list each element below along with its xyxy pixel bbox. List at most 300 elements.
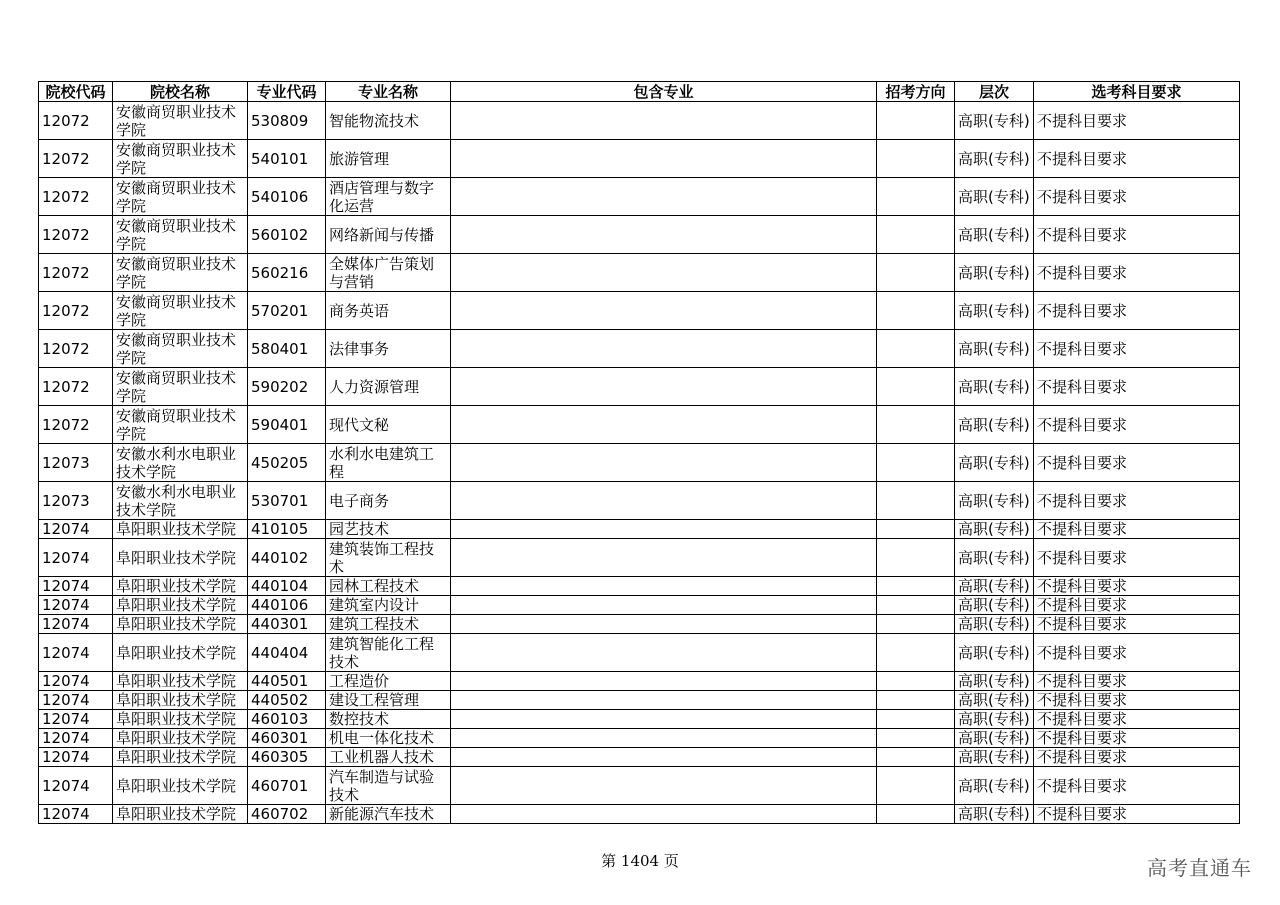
cell-included-majors (451, 254, 877, 292)
cell-school-name-text: 阜阳职业技术学院 (116, 710, 237, 728)
cell-major-code-text: 460305 (251, 748, 309, 766)
table-row (39, 330, 1240, 368)
cell-school-code-text: 12074 (42, 729, 90, 747)
cell-level-text: 高职(专科) (958, 729, 1030, 747)
header-major-code: 专业代码 (248, 82, 326, 102)
cell-level-text: 高职(专科) (958, 301, 1030, 320)
cell-major-code-text: 440102 (251, 548, 309, 567)
cell-school-code-text: 12073 (42, 453, 90, 472)
cell-major-name (326, 368, 451, 406)
cell-level-text: 高职(专科) (958, 577, 1030, 595)
cell-school-name-text: 安徽商贸职业技术学院 (116, 178, 237, 215)
cell-level-text: 高职(专科) (958, 415, 1030, 434)
cell-level-text: 高职(专科) (958, 225, 1030, 244)
cell-subject-requirement-text: 不提科目要求 (1037, 377, 1128, 396)
table-row (39, 368, 1240, 406)
cell-major-name (326, 767, 451, 805)
cell-included-majors-text (454, 748, 873, 766)
cell-major-name (326, 102, 451, 140)
cell-school-name (113, 482, 248, 520)
cell-major-name (326, 178, 451, 216)
cell-school-code-text: 12074 (42, 672, 90, 690)
page-number: 第 1404 页 (601, 852, 679, 870)
cell-major-name-text: 机电一体化技术 (329, 729, 435, 747)
cell-included-majors (451, 102, 877, 140)
cell-level-text: 高职(专科) (958, 672, 1030, 690)
cell-school-name (113, 330, 248, 368)
cell-included-majors-text (454, 729, 873, 747)
cell-major-name-text: 建筑室内设计 (329, 596, 420, 614)
cell-included-majors (451, 748, 877, 767)
cell-subject-requirement (1034, 254, 1240, 292)
cell-included-majors-text (454, 805, 873, 823)
cell-major-code-text: 590401 (251, 415, 309, 434)
cell-school-name (113, 292, 248, 330)
cell-included-majors (451, 178, 877, 216)
header-direction: 招考方向 (877, 82, 955, 102)
cell-school-name (113, 577, 248, 596)
cell-school-code-text: 12074 (42, 776, 90, 795)
cell-school-code (39, 729, 113, 748)
cell-direction-text (880, 615, 951, 633)
admissions-table (38, 81, 1240, 824)
cell-subject-requirement-text: 不提科目要求 (1037, 596, 1128, 614)
cell-subject-requirement (1034, 596, 1240, 615)
cell-major-name-text: 建筑智能化工程技术 (329, 634, 435, 671)
table-row (39, 615, 1240, 634)
cell-level (955, 615, 1034, 634)
cell-school-name (113, 805, 248, 824)
cell-level (955, 140, 1034, 178)
cell-direction (877, 710, 955, 729)
cell-subject-requirement (1034, 729, 1240, 748)
cell-major-code (248, 140, 326, 178)
cell-included-majors-text (454, 615, 873, 633)
cell-major-code (248, 292, 326, 330)
cell-included-majors (451, 520, 877, 539)
cell-major-name-text: 园艺技术 (329, 520, 390, 538)
table-row (39, 520, 1240, 539)
cell-major-code (248, 520, 326, 539)
cell-major-name (326, 729, 451, 748)
cell-subject-requirement (1034, 216, 1240, 254)
cell-included-majors (451, 672, 877, 691)
table-row (39, 254, 1240, 292)
header-school-name: 院校名称 (113, 82, 248, 102)
cell-major-code-text: 410105 (251, 520, 309, 538)
cell-level (955, 767, 1034, 805)
cell-direction (877, 672, 955, 691)
cell-major-code (248, 216, 326, 254)
cell-major-code-text: 440404 (251, 643, 309, 662)
cell-subject-requirement (1034, 520, 1240, 539)
cell-school-name-text: 阜阳职业技术学院 (116, 776, 237, 795)
cell-major-code (248, 805, 326, 824)
cell-school-name-text: 安徽水利水电职业技术学院 (116, 482, 237, 519)
cell-school-name (113, 140, 248, 178)
cell-school-name (113, 520, 248, 539)
cell-level-text: 高职(专科) (958, 710, 1030, 728)
cell-major-name (326, 805, 451, 824)
cell-direction (877, 539, 955, 577)
cell-school-name (113, 634, 248, 672)
cell-level (955, 178, 1034, 216)
cell-school-name-text: 安徽商贸职业技术学院 (116, 406, 237, 443)
table-row (39, 292, 1240, 330)
cell-school-code (39, 634, 113, 672)
cell-subject-requirement-text: 不提科目要求 (1037, 805, 1128, 823)
cell-major-code-text: 460702 (251, 805, 309, 823)
cell-school-code-text: 12072 (42, 415, 90, 434)
cell-school-name-text: 阜阳职业技术学院 (116, 805, 237, 823)
cell-major-name (326, 216, 451, 254)
cell-major-name (326, 292, 451, 330)
cell-included-majors (451, 577, 877, 596)
cell-subject-requirement-text: 不提科目要求 (1037, 776, 1128, 795)
cell-level-text: 高职(专科) (958, 615, 1030, 633)
cell-direction-text (880, 710, 951, 728)
cell-major-code (248, 729, 326, 748)
cell-major-name-text: 全媒体广告策划与营销 (329, 254, 435, 291)
cell-school-name (113, 102, 248, 140)
cell-level-text: 高职(专科) (958, 111, 1030, 130)
cell-level-text: 高职(专科) (958, 187, 1030, 206)
cell-major-code (248, 710, 326, 729)
cell-school-code-text: 12074 (42, 691, 90, 709)
cell-direction (877, 368, 955, 406)
cell-direction-text (880, 748, 951, 766)
cell-major-name-text: 人力资源管理 (329, 377, 420, 396)
cell-included-majors (451, 406, 877, 444)
cell-direction (877, 102, 955, 140)
cell-major-code-text: 450205 (251, 453, 309, 472)
cell-school-code (39, 577, 113, 596)
cell-subject-requirement-text: 不提科目要求 (1037, 263, 1128, 282)
cell-major-name-text: 建设工程管理 (329, 691, 420, 709)
cell-major-name-text: 现代文秘 (329, 415, 390, 434)
cell-subject-requirement-text: 不提科目要求 (1037, 577, 1128, 595)
cell-school-name (113, 216, 248, 254)
cell-subject-requirement (1034, 102, 1240, 140)
table-row (39, 634, 1240, 672)
cell-level (955, 748, 1034, 767)
cell-subject-requirement (1034, 539, 1240, 577)
cell-level (955, 729, 1034, 748)
cell-subject-requirement-text: 不提科目要求 (1037, 672, 1128, 690)
cell-school-code-text: 12074 (42, 520, 90, 538)
table-row (39, 672, 1240, 691)
cell-school-code-text: 12074 (42, 643, 90, 662)
cell-direction-text (880, 577, 951, 595)
cell-school-code-text: 12072 (42, 149, 90, 168)
cell-included-majors (451, 292, 877, 330)
cell-school-code-text: 12072 (42, 263, 90, 282)
cell-direction (877, 577, 955, 596)
cell-school-name (113, 406, 248, 444)
table-row (39, 406, 1240, 444)
cell-major-code (248, 444, 326, 482)
cell-subject-requirement (1034, 140, 1240, 178)
cell-school-name (113, 539, 248, 577)
cell-subject-requirement (1034, 292, 1240, 330)
cell-major-name (326, 482, 451, 520)
cell-school-name (113, 729, 248, 748)
cell-level-text: 高职(专科) (958, 149, 1030, 168)
cell-school-name-text: 阜阳职业技术学院 (116, 615, 237, 633)
cell-major-code-text: 460301 (251, 729, 309, 747)
cell-major-code (248, 254, 326, 292)
cell-subject-requirement (1034, 767, 1240, 805)
table-row (39, 729, 1240, 748)
header-row (39, 82, 1240, 102)
cell-school-name-text: 安徽商贸职业技术学院 (116, 254, 237, 291)
cell-school-code-text: 12074 (42, 710, 90, 728)
cell-school-code (39, 596, 113, 615)
cell-subject-requirement (1034, 406, 1240, 444)
cell-included-majors (451, 691, 877, 710)
table-row (39, 539, 1240, 577)
header-included-majors: 包含专业 (451, 82, 877, 102)
cell-subject-requirement (1034, 672, 1240, 691)
cell-direction (877, 767, 955, 805)
cell-school-name-text: 阜阳职业技术学院 (116, 672, 237, 690)
cell-level-text: 高职(专科) (958, 548, 1030, 567)
cell-subject-requirement-text: 不提科目要求 (1037, 149, 1128, 168)
cell-level (955, 691, 1034, 710)
cell-major-name-text: 网络新闻与传播 (329, 225, 435, 244)
cell-level (955, 330, 1034, 368)
cell-major-code-text: 530701 (251, 491, 309, 510)
cell-school-name (113, 767, 248, 805)
cell-subject-requirement-text: 不提科目要求 (1037, 187, 1128, 206)
cell-direction-text (880, 805, 951, 823)
cell-level-text: 高职(专科) (958, 643, 1030, 662)
cell-level-text: 高职(专科) (958, 520, 1030, 538)
cell-major-code (248, 482, 326, 520)
cell-school-name (113, 691, 248, 710)
cell-major-code (248, 691, 326, 710)
cell-school-code-text: 12072 (42, 111, 90, 130)
cell-level (955, 710, 1034, 729)
cell-school-code (39, 520, 113, 539)
cell-major-code-text: 570201 (251, 301, 309, 320)
cell-school-code-text: 12072 (42, 187, 90, 206)
cell-subject-requirement-text: 不提科目要求 (1037, 415, 1128, 434)
cell-major-code-text: 590202 (251, 377, 309, 396)
cell-direction-text (880, 691, 951, 709)
cell-direction (877, 406, 955, 444)
cell-major-code-text: 460103 (251, 710, 309, 728)
cell-major-code-text: 530809 (251, 111, 309, 130)
table-row (39, 767, 1240, 805)
cell-school-code (39, 140, 113, 178)
cell-subject-requirement-text: 不提科目要求 (1037, 729, 1128, 747)
cell-direction (877, 691, 955, 710)
cell-major-name (326, 444, 451, 482)
cell-school-name-text: 阜阳职业技术学院 (116, 643, 237, 662)
cell-subject-requirement-text: 不提科目要求 (1037, 710, 1128, 728)
cell-subject-requirement-text: 不提科目要求 (1037, 615, 1128, 633)
cell-major-name-text: 电子商务 (329, 491, 390, 510)
cell-major-code (248, 672, 326, 691)
cell-included-majors-text (454, 577, 873, 595)
cell-level-text: 高职(专科) (958, 263, 1030, 282)
header-level: 层次 (955, 82, 1034, 102)
cell-subject-requirement (1034, 710, 1240, 729)
cell-major-code (248, 748, 326, 767)
cell-level (955, 368, 1034, 406)
cell-level (955, 577, 1034, 596)
cell-level-text: 高职(专科) (958, 339, 1030, 358)
cell-major-name (326, 140, 451, 178)
cell-direction (877, 330, 955, 368)
cell-school-code-text: 12074 (42, 577, 90, 595)
cell-major-name (326, 691, 451, 710)
cell-school-code-text: 12074 (42, 805, 90, 823)
cell-school-code (39, 710, 113, 729)
cell-school-code-text: 12072 (42, 339, 90, 358)
cell-school-name-text: 阜阳职业技术学院 (116, 548, 237, 567)
cell-included-majors (451, 596, 877, 615)
cell-major-name-text: 数控技术 (329, 710, 390, 728)
cell-school-name-text: 安徽商贸职业技术学院 (116, 140, 237, 177)
cell-level-text: 高职(专科) (958, 596, 1030, 614)
cell-major-code-text: 560216 (251, 263, 309, 282)
cell-major-name (326, 710, 451, 729)
cell-school-code (39, 482, 113, 520)
cell-school-name (113, 596, 248, 615)
cell-major-code-text: 440502 (251, 691, 309, 709)
cell-school-name-text: 阜阳职业技术学院 (116, 596, 237, 614)
table-row (39, 216, 1240, 254)
cell-school-code (39, 805, 113, 824)
cell-major-name-text: 园林工程技术 (329, 577, 420, 595)
cell-subject-requirement (1034, 444, 1240, 482)
table-row (39, 482, 1240, 520)
cell-major-code (248, 577, 326, 596)
cell-direction-text (880, 672, 951, 690)
cell-school-code (39, 406, 113, 444)
cell-school-name (113, 254, 248, 292)
cell-major-code-text: 440104 (251, 577, 309, 595)
cell-subject-requirement-text: 不提科目要求 (1037, 520, 1128, 538)
cell-subject-requirement-text: 不提科目要求 (1037, 225, 1128, 244)
cell-major-name-text: 商务英语 (329, 301, 390, 320)
cell-included-majors (451, 140, 877, 178)
cell-school-name-text: 安徽商贸职业技术学院 (116, 216, 237, 253)
table-row (39, 577, 1240, 596)
cell-included-majors-text (454, 520, 873, 538)
cell-major-code-text: 580401 (251, 339, 309, 358)
cell-subject-requirement (1034, 634, 1240, 672)
cell-major-name-text: 新能源汽车技术 (329, 805, 435, 823)
cell-subject-requirement-text: 不提科目要求 (1037, 691, 1128, 709)
cell-subject-requirement (1034, 368, 1240, 406)
cell-included-majors (451, 482, 877, 520)
cell-direction (877, 444, 955, 482)
cell-major-name (326, 634, 451, 672)
cell-included-majors (451, 539, 877, 577)
cell-subject-requirement-text: 不提科目要求 (1037, 339, 1128, 358)
cell-subject-requirement (1034, 178, 1240, 216)
cell-school-name (113, 178, 248, 216)
cell-major-name-text: 工业机器人技术 (329, 748, 435, 766)
table-row (39, 102, 1240, 140)
cell-school-name (113, 615, 248, 634)
table-row (39, 710, 1240, 729)
cell-subject-requirement-text: 不提科目要求 (1037, 453, 1128, 472)
cell-major-code-text: 440501 (251, 672, 309, 690)
cell-major-name (326, 406, 451, 444)
cell-direction (877, 634, 955, 672)
cell-school-name (113, 672, 248, 691)
cell-major-name (326, 672, 451, 691)
cell-school-name-text: 安徽商贸职业技术学院 (116, 368, 237, 405)
cell-major-name-text: 建筑工程技术 (329, 615, 420, 633)
cell-level-text: 高职(专科) (958, 691, 1030, 709)
cell-subject-requirement-text: 不提科目要求 (1037, 643, 1128, 662)
cell-major-name (326, 330, 451, 368)
cell-direction-text (880, 520, 951, 538)
cell-subject-requirement-text: 不提科目要求 (1037, 748, 1128, 766)
cell-major-code (248, 539, 326, 577)
cell-included-majors-text (454, 596, 873, 614)
cell-level-text: 高职(专科) (958, 453, 1030, 472)
cell-included-majors (451, 216, 877, 254)
cell-major-code-text: 540101 (251, 149, 309, 168)
cell-school-code-text: 12072 (42, 377, 90, 396)
cell-major-name (326, 577, 451, 596)
cell-school-code (39, 691, 113, 710)
cell-level (955, 482, 1034, 520)
cell-direction (877, 805, 955, 824)
cell-subject-requirement-text: 不提科目要求 (1037, 111, 1128, 130)
cell-level (955, 216, 1034, 254)
cell-school-code (39, 672, 113, 691)
table-row (39, 596, 1240, 615)
cell-level-text: 高职(专科) (958, 748, 1030, 766)
cell-school-name (113, 748, 248, 767)
cell-major-name (326, 520, 451, 539)
cell-level (955, 254, 1034, 292)
cell-direction (877, 292, 955, 330)
cell-direction-text (880, 596, 951, 614)
cell-level (955, 444, 1034, 482)
cell-major-code (248, 330, 326, 368)
cell-direction (877, 596, 955, 615)
cell-major-code (248, 615, 326, 634)
cell-school-code (39, 444, 113, 482)
cell-school-code (39, 368, 113, 406)
cell-level-text: 高职(专科) (958, 805, 1030, 823)
cell-major-code-text: 560102 (251, 225, 309, 244)
cell-school-code (39, 615, 113, 634)
cell-school-code-text: 12074 (42, 615, 90, 633)
cell-included-majors (451, 710, 877, 729)
cell-level (955, 520, 1034, 539)
cell-level (955, 634, 1034, 672)
cell-school-name-text: 阜阳职业技术学院 (116, 520, 237, 538)
cell-school-name-text: 安徽水利水电职业技术学院 (116, 444, 237, 481)
cell-major-name-text: 建筑装饰工程技术 (329, 539, 435, 576)
cell-school-name (113, 368, 248, 406)
cell-major-code (248, 596, 326, 615)
cell-school-name-text: 安徽商贸职业技术学院 (116, 330, 237, 367)
cell-major-name (326, 539, 451, 577)
cell-direction (877, 140, 955, 178)
cell-level (955, 292, 1034, 330)
table-row (39, 140, 1240, 178)
